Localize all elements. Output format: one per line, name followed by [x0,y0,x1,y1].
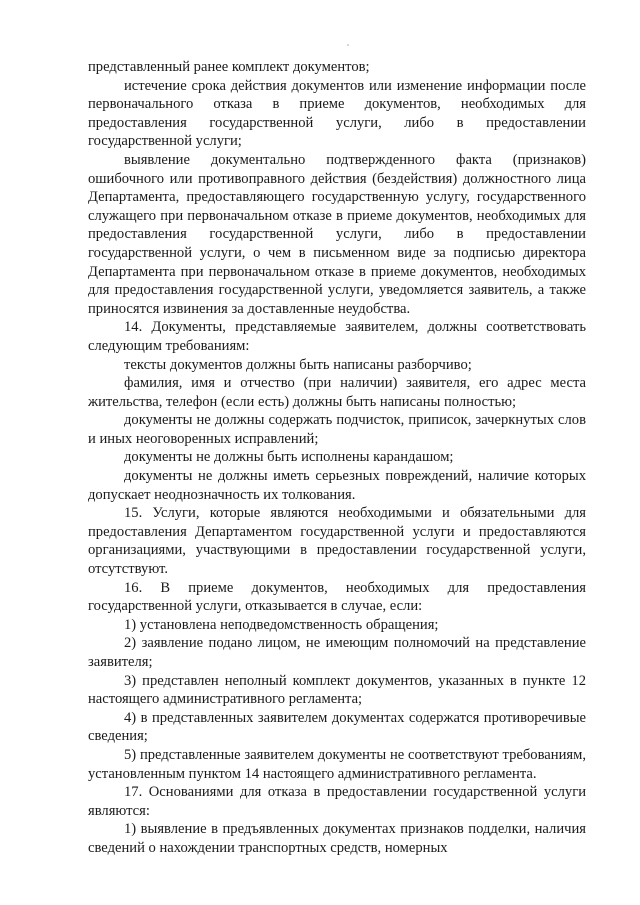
paragraph: 1) установлена неподведомственность обращения; [124,616,439,633]
paragraph: 2) заявление подано лицом, не имеющим полномочий на представление заявителя; [88,635,586,670]
paragraph: тексты документов должны быть написаны разборчиво; [124,356,472,373]
paragraph: документы не должны быть исполнены карандашом; [124,449,454,466]
scan-speck [347,44,349,46]
paragraph: истечение срока действия документов или изменение информации после первоначального отказа в приеме документов, необходимых для предоставления государственной услуги, либо в предоставлении государственной услуги; [88,77,586,150]
paragraph: фамилия, имя и отчество (при наличии) заявителя, его адрес места жительства, телефон (если есть) должны быть написаны полностью; [88,375,586,410]
paragraph: представленный ранее комплект документов; [88,59,370,75]
paragraph: 5) представленные заявителем документы не соответствуют требованиям, установленным пунктом 14 настоящего административного регламента. [88,746,586,782]
paragraph: 17. Основаниями для отказа в предоставлении государственной услуги являются: [88,784,586,819]
paragraph: 14. Документы, представляемые заявителем, должны соответствовать следующим требованиям: [88,319,586,354]
paragraph: 15. Услуги, которые являются необходимыми и обязательными для предоставления Департаментом государственной услуги и предоставляются организациями, участвующими в предоставлении государственной услуги, отсутствуют. [88,505,586,578]
paragraph: 3) представлен неполный комплект документов, указанных в пункте 12 настоящего административного регламента; [88,672,586,708]
paragraph: 4) в представленных заявителем документах содержатся противоречивые сведения; [88,709,586,745]
paragraph: 1) выявление в предъявленных документах признаков подделки, наличия сведений о нахождении транспортных средств, номерных [88,821,586,856]
paragraph: 16. В приеме документов, необходимых для предоставления государственной услуги, отказывается в случае, если: [88,579,586,615]
paragraph: выявление документально подтвержденного факта (признаков) ошибочного или противоправного действия (бездействия) должностного лица Департамента, предоставляющего государственную услугу, государственного служащего при первоначальном отказе в приеме документов, необходимых для предоставления государственной услуги, либо в предоставлении государственной услуги, о чем в письменном виде за подписью директора Департамента при первоначальном отказе в приеме документов, необходимых для предоставления государственной услуги, уведомляется заявитель, а также приносятся извинения за доставленные неудобства. [88,151,586,317]
paragraph: документы не должны иметь серьезных повреждений, наличие которых допускает неоднозначность их толкования. [88,468,586,503]
paragraph: документы не должны содержать подчисток, приписок, зачеркнутых слов и иных неоговоренных исправлений; [88,412,586,447]
